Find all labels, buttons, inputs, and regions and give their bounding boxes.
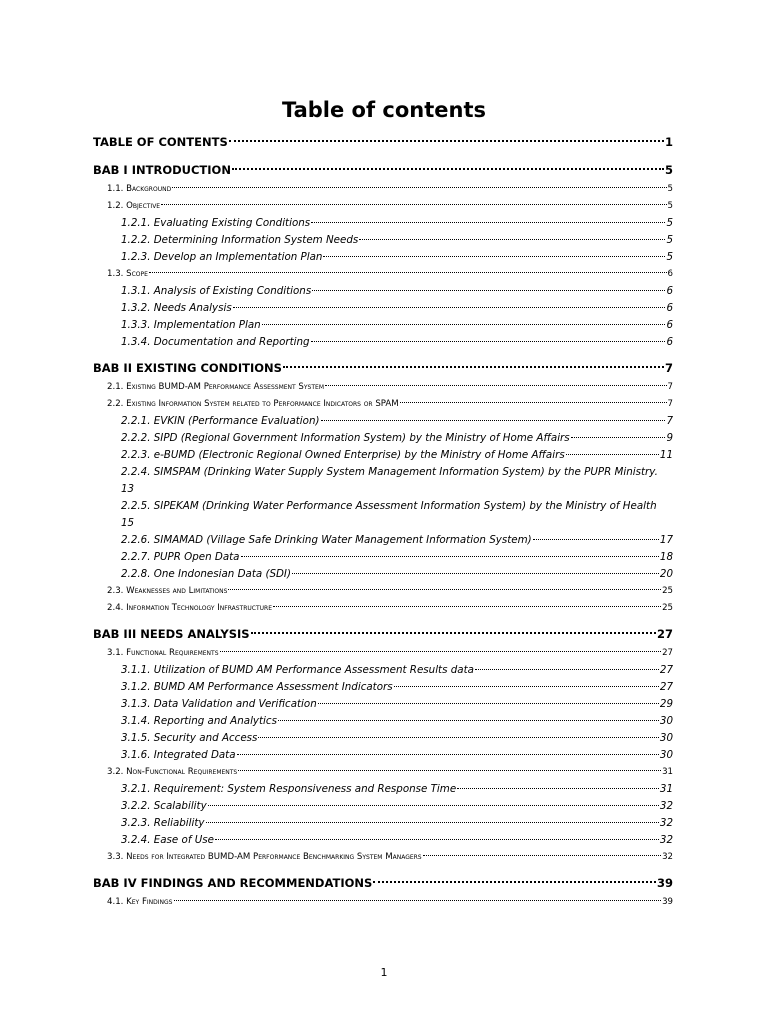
toc-entry-page: 30: [659, 715, 673, 727]
toc-entry-label: 1.2.1. Evaluating Existing Conditions: [121, 217, 311, 229]
toc-entry-page: 20: [659, 568, 673, 580]
toc-entry-label: 3.1.3. Data Validation and Verification: [121, 698, 317, 710]
section-gap: [93, 351, 673, 356]
toc-entry[interactable]: [93, 662, 673, 679]
toc-entry-page: 7: [667, 382, 673, 392]
toc-entry-page: 6: [667, 269, 673, 279]
toc-entry-label: 1.2.2. Determining Information System Needs: [121, 234, 359, 246]
dot-leader: [475, 669, 659, 670]
toc-entry-page: 32: [659, 817, 673, 829]
dot-leader: [251, 632, 656, 634]
toc-entry[interactable]: [93, 713, 673, 730]
dot-leader: [311, 341, 666, 342]
dot-leader: [325, 385, 667, 386]
dot-leader: [311, 222, 665, 223]
toc-entry-label: 1.2.3. Develop an Implementation Plan: [121, 251, 323, 263]
dot-leader: [237, 754, 659, 755]
dot-leader: [394, 686, 659, 687]
toc-entry-page: 27: [659, 664, 673, 676]
toc-entry-page: 31: [659, 783, 673, 795]
toc-entry-label: 2.2. Existing Information System related to Performance Indicators or SPAM: [107, 399, 399, 409]
toc-entry-label: 2.2.2. SIPD (Regional Government Information System) by the Ministry of Home Affairs: [121, 432, 570, 444]
dot-leader: [229, 140, 664, 142]
dot-leader: [566, 454, 659, 455]
section-gap: [93, 617, 673, 622]
toc-entry[interactable]: [93, 317, 673, 334]
toc-entry[interactable]: [93, 583, 673, 600]
toc-entry[interactable]: [93, 894, 673, 911]
toc-entry[interactable]: [93, 679, 673, 696]
dot-leader: [208, 805, 659, 806]
dot-leader: [273, 606, 661, 607]
toc-entry[interactable]: [93, 832, 673, 849]
dot-leader: [262, 324, 666, 325]
dot-leader: [206, 822, 659, 823]
dot-leader: [283, 366, 664, 368]
toc-entry[interactable]: [93, 159, 673, 181]
toc-entry[interactable]: [93, 283, 673, 300]
toc-entry[interactable]: [93, 379, 673, 396]
toc-entry[interactable]: [93, 447, 673, 464]
toc-entry-page: 27: [656, 627, 673, 641]
dot-leader: [215, 839, 659, 840]
toc-entry[interactable]: [93, 532, 673, 549]
toc-entry-page: 27: [659, 681, 673, 693]
toc-entry[interactable]: [93, 747, 673, 764]
dot-leader: [232, 168, 664, 170]
toc-entry-label: 1.2. Objective: [107, 201, 161, 211]
toc-entry-label: 3.2.4. Ease of Use: [121, 834, 214, 846]
toc-entry-page: 5: [666, 217, 673, 229]
toc-entry-page: 25: [662, 586, 673, 596]
dot-leader: [228, 589, 661, 590]
toc-entry[interactable]: [93, 131, 673, 153]
toc-entry-label: BAB IV FINDINGS AND RECOMMENDATIONS: [93, 876, 373, 890]
toc-entry-page: 5: [664, 163, 673, 177]
dot-leader: [323, 256, 665, 257]
toc-entry-page: 5: [666, 251, 673, 263]
toc-entry[interactable]: [93, 266, 673, 283]
dot-leader: [318, 703, 659, 704]
toc-entry[interactable]: [93, 181, 673, 198]
dot-leader: [241, 556, 659, 557]
toc-entry[interactable]: [93, 232, 673, 249]
toc-entry[interactable]: [93, 623, 673, 645]
toc-entry-page: 5: [667, 184, 673, 194]
toc-entry-page: 1: [664, 135, 673, 149]
toc-entry-label: 2.2.3. e-BUMD (Electronic Regional Owned Enterprise) by the Ministry of Home Affairs: [121, 449, 565, 461]
toc-entry-label: 1.1. Background: [107, 184, 172, 194]
toc-entry[interactable]: [93, 764, 673, 781]
toc-entry[interactable]: [93, 198, 673, 215]
toc-entry[interactable]: [93, 798, 673, 815]
toc-entry-label: 2.4. Information Technology Infrastructure: [107, 603, 272, 613]
dot-leader: [571, 437, 666, 438]
section-gap: [93, 153, 673, 158]
dot-leader: [359, 239, 665, 240]
dot-leader: [373, 881, 656, 883]
toc-entry[interactable]: [93, 498, 673, 532]
dot-leader: [321, 420, 666, 421]
toc-entry-label: 2.1. Existing BUMD-AM Performance Assessment System: [107, 382, 324, 392]
toc-entry-label: 3.1.1. Utilization of BUMD AM Performance Assessment Results data: [121, 664, 474, 676]
toc-entry-label: 1.3.1. Analysis of Existing Conditions: [121, 285, 312, 297]
dot-leader: [457, 788, 659, 789]
toc-entry-page: 30: [659, 749, 673, 761]
toc-entry-continuation: [93, 481, 673, 498]
toc-entry-page: 32: [659, 800, 673, 812]
toc-entry[interactable]: [93, 430, 673, 447]
toc-entry-label: TABLE OF CONTENTS: [93, 135, 228, 149]
toc-entry[interactable]: [93, 696, 673, 713]
toc-entry-label: 1.3. Scope: [107, 269, 148, 279]
dot-leader: [149, 272, 667, 273]
toc-entry-label: 3.1.2. BUMD AM Performance Assessment Indicators: [121, 681, 393, 693]
toc-entry-label: 2.2.4. SIMSPAM (Drinking Water Supply System Management Information System) by the PUPR Ministry.: [121, 466, 658, 478]
dot-leader: [292, 573, 659, 574]
toc-entry-page: 17: [659, 534, 673, 546]
toc-entry-label: BAB I INTRODUCTION: [93, 163, 231, 177]
dot-leader: [312, 290, 665, 291]
toc-entry-label: BAB III NEEDS ANALYSIS: [93, 627, 250, 641]
page-title: Table of contents: [281, 98, 487, 122]
dot-leader: [233, 307, 666, 308]
toc-entry-label: 1.3.3. Implementation Plan: [121, 319, 261, 331]
toc-entry-page: 25: [662, 603, 673, 613]
toc-entry-label: 3.1.6. Integrated Data: [121, 749, 236, 761]
toc-entry[interactable]: [93, 872, 673, 894]
toc-entry-page: 29: [659, 698, 673, 710]
dot-leader: [400, 402, 667, 403]
toc-entry[interactable]: [93, 334, 673, 351]
dot-leader: [278, 720, 659, 721]
toc-entry-label: 2.2.7. PUPR Open Data: [121, 551, 240, 563]
dot-leader: [174, 900, 662, 901]
toc-entry-label: 2.2.8. One Indonesian Data (SDI): [121, 568, 291, 580]
toc-entry-label: 2.2.1. EVKIN (Performance Evaluation): [121, 415, 320, 427]
toc-entry-page: 31: [662, 767, 673, 777]
toc-entry-page: 32: [659, 834, 673, 846]
toc-entry-page: 5: [667, 201, 673, 211]
toc-entry[interactable]: [93, 413, 673, 430]
toc-entry[interactable]: [93, 645, 673, 662]
toc-entry[interactable]: [93, 730, 673, 747]
toc-entry[interactable]: [93, 815, 673, 832]
toc-entry-label: 2.2.6. SIMAMAD (Village Safe Drinking Water Management Information System): [121, 534, 532, 546]
toc-entry-label: BAB II EXISTING CONDITIONS: [93, 361, 282, 375]
toc-entry-label: 2.2.5. SIPEKAM (Drinking Water Performance Assessment Information System) by the Ministry of Health: [121, 500, 657, 512]
dot-leader: [238, 770, 661, 771]
dot-leader: [258, 737, 659, 738]
toc-entry[interactable]: [93, 464, 673, 498]
toc-entry-continuation: [93, 515, 673, 532]
toc-entry-page: 39: [656, 876, 673, 890]
toc-entry-page: 27: [662, 648, 673, 658]
dot-leader: [423, 855, 661, 856]
toc-entry-page: 5: [666, 234, 673, 246]
toc-entry-label: 3.2.2. Scalability: [121, 800, 207, 812]
toc-entry[interactable]: [93, 600, 673, 617]
toc-entry-page: 9: [666, 432, 673, 444]
toc-entry-page: 7: [664, 361, 673, 375]
toc-entry[interactable]: [93, 249, 673, 266]
dot-leader: [161, 204, 666, 205]
toc-entry-label: 3.1.4. Reporting and Analytics: [121, 715, 277, 727]
toc-entry-page: 30: [659, 732, 673, 744]
toc-entry[interactable]: [93, 849, 673, 866]
toc-entry-label: 3.2.3. Reliability: [121, 817, 205, 829]
toc-entry-page: 6: [666, 302, 673, 314]
table-of-contents: [93, 130, 673, 911]
toc-entry-label: 3.2.1. Requirement: System Responsiveness and Response Time: [121, 783, 457, 795]
toc-entry-page: 15: [121, 517, 135, 529]
toc-entry-page: 32: [662, 852, 673, 862]
toc-entry[interactable]: [93, 549, 673, 566]
dot-leader: [533, 539, 659, 540]
toc-entry-label: 3.2. Non-Functional Requirements: [107, 767, 238, 777]
toc-entry[interactable]: [93, 215, 673, 232]
toc-entry-page: 6: [666, 336, 673, 348]
toc-entry-page: 11: [659, 449, 673, 461]
toc-entry[interactable]: [93, 300, 673, 317]
toc-entry-label: 3.1.5. Security and Access: [121, 732, 258, 744]
toc-entry-label: 3.1. Functional Requirements: [107, 648, 219, 658]
toc-entry-page: 18: [659, 551, 673, 563]
toc-entry[interactable]: [93, 566, 673, 583]
dot-leader: [172, 187, 666, 188]
toc-entry-label: 2.3. Weaknesses and Limitations: [107, 586, 228, 596]
toc-entry-label: 1.3.4. Documentation and Reporting: [121, 336, 310, 348]
toc-entry-page: 6: [666, 319, 673, 331]
toc-entry[interactable]: [93, 357, 673, 379]
toc-entry-page: 13: [121, 483, 135, 495]
toc-entry[interactable]: [93, 396, 673, 413]
section-gap: [93, 866, 673, 871]
toc-entry-page: 6: [666, 285, 673, 297]
dot-leader: [220, 651, 662, 652]
toc-entry-page: 7: [666, 415, 673, 427]
toc-entry-label: 1.3.2. Needs Analysis: [121, 302, 232, 314]
toc-entry-label: 3.3. Needs for Integrated BUMD-AM Performance Benchmarking System Managers: [107, 852, 422, 862]
toc-entry[interactable]: [93, 781, 673, 798]
page-number: 1: [380, 966, 388, 979]
toc-entry-label: 4.1. Key Findings: [107, 897, 173, 907]
toc-entry-page: 39: [662, 897, 673, 907]
toc-entry-page: 7: [667, 399, 673, 409]
